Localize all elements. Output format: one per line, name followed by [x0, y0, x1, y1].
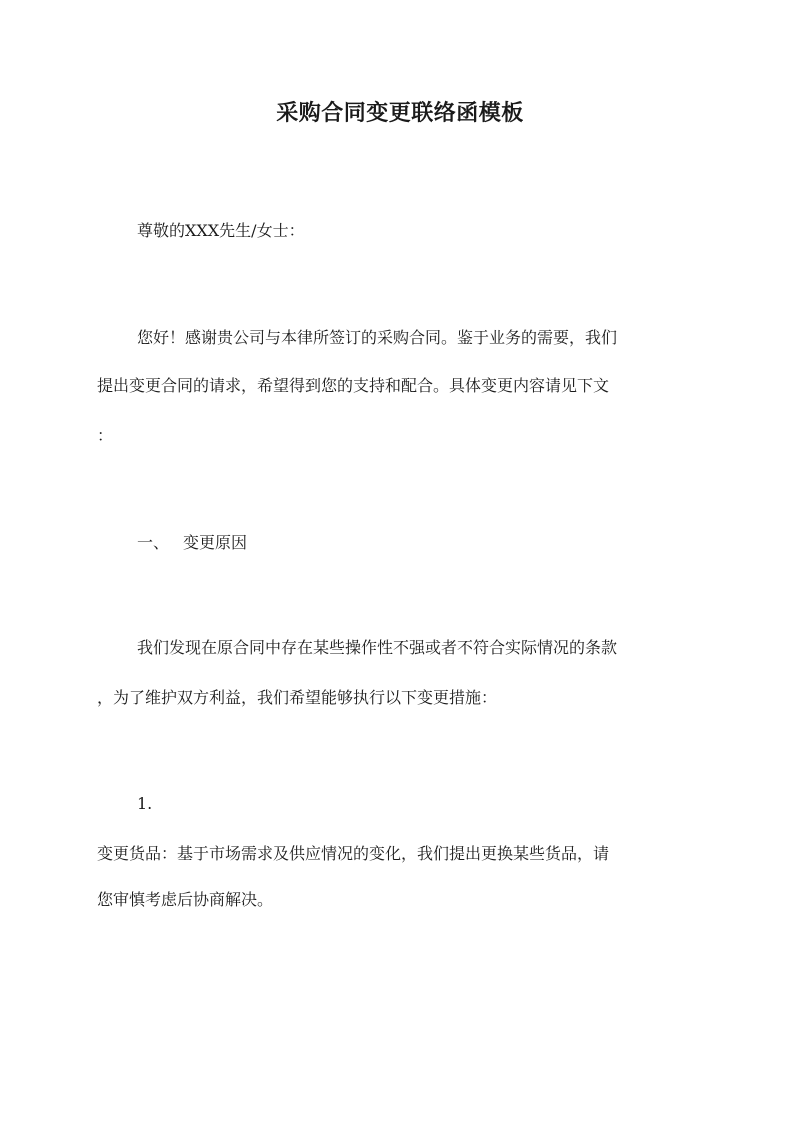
document-title: 采购合同变更联络函模板	[276, 100, 524, 126]
item-line-1: 变更货品：基于市场需求及供应情况的变化，我们提出更换某些货品，请	[97, 844, 610, 863]
intro-line-3: ：	[97, 426, 114, 445]
section-number: 一、	[137, 533, 170, 552]
item-line-2: 您审慎考虑后协商解决。	[97, 890, 274, 909]
intro-line-1: 您好！感谢贵公司与本律所签订的采购合同。鉴于业务的需要，我们	[137, 328, 618, 347]
salutation: 尊敬的XXX先生/女士：	[137, 221, 305, 240]
section-heading	[137, 531, 247, 555]
reason-line-2: ，为了维护双方利益，我们希望能够执行以下变更措施：	[97, 688, 498, 707]
section-title: 变更原因	[183, 533, 248, 552]
reason-line-1: 我们发现在原合同中存在某些操作性不强或者不符合实际情况的条款	[137, 638, 618, 657]
item-number: 1.	[137, 794, 153, 813]
intro-line-2: 提出变更合同的请求，希望得到您的支持和配合。具体变更内容请见下文	[97, 376, 610, 395]
